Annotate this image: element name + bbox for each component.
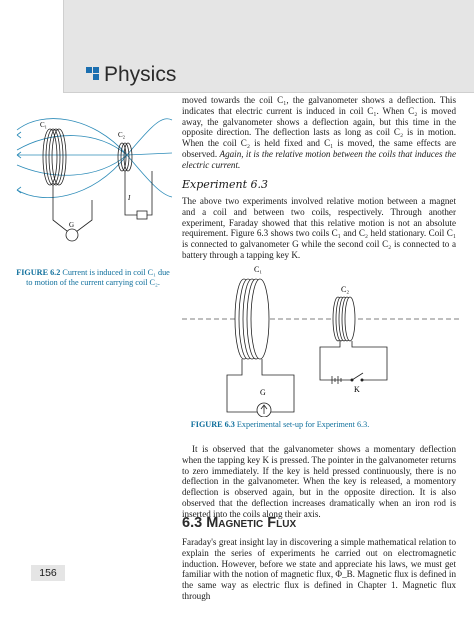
page-subject-title: Physics xyxy=(104,63,177,86)
fig62-label-c2: C₂ xyxy=(118,131,126,139)
figure-6-3-label: FIGURE 6.3 xyxy=(190,420,235,429)
figure-6-2-diagram xyxy=(12,105,174,265)
fig62-label-i: I xyxy=(128,194,131,202)
battery-icon xyxy=(137,211,147,219)
coil-c1 xyxy=(235,279,269,359)
figure-6-3-caption xyxy=(130,420,430,429)
figure-6-3-diagram xyxy=(182,262,462,417)
paragraph-1-text: moved towards the coil C₁, the galvanometer shows a deflection. This indicates that electric current is induced in coil C₁. When C₂ is moved away, the galvanometer shows a deflection again, but this time in the opposite direction. The deflection lasts as long as coil C₂ is in motion. When the coil C₂ is held fixed and C₁ is moved, the same effects are observed. xyxy=(182,95,456,159)
paragraph-3: It is observed that the galvanometer shows a momentary deflection when the tapping key K is pressed. The pointer in the galvanometer returns to zero immediately. If the key is held pressed continuously, there is no deflection in the galvanometer. When the key is released, a momentory deflection is observed again, but in the opposite direction. It is also observed that the deflection increases dramatically when an iron rod is inserted into the coils along their axis. xyxy=(182,444,456,519)
tapping-key-icon xyxy=(351,373,364,382)
figure-6-2-caption xyxy=(12,268,174,287)
section-title: Magnetic Flux xyxy=(206,515,297,531)
figure-6-2-label: FIGURE 6.2 xyxy=(16,268,61,277)
section-heading xyxy=(182,515,296,531)
fig63-label-k: K xyxy=(354,385,360,394)
paragraph-1 xyxy=(182,95,456,171)
book-logo-icon xyxy=(85,66,101,82)
galvanometer-icon xyxy=(66,229,78,241)
fig63-label-c1: C₁ xyxy=(254,265,263,274)
field-lines xyxy=(17,119,172,198)
fig63-label-g: G xyxy=(260,388,266,397)
figure-6-3-caption-text: Experimental set-up for Experiment 6.3. xyxy=(236,420,370,429)
paragraph-2: The above two experiments involved relative motion between a magnet and a coil and between two coils, respectively. Through another experiment, Faraday showed that this relative motion is not an absolute requirement. Figure 6.3 shows two coils C₁ and C₂ held stationary. Coil C₁ is connected to galvanometer G while the second coil C₂ is connected to a battery through a tapping key K. xyxy=(182,196,456,260)
experiment-title: Experiment 6.3 xyxy=(182,178,268,191)
fig62-label-c1: C₁ xyxy=(40,121,48,129)
page-number: 156 xyxy=(31,565,65,581)
figure-6-2-caption-text: Current is induced in coil C₁ due to motion of the current carrying coil C₂. xyxy=(26,268,170,287)
coil-c1 xyxy=(43,129,66,185)
fig63-label-c2: C₂ xyxy=(341,285,350,294)
coil-c2 xyxy=(333,297,355,341)
section-number: 6.3 xyxy=(182,515,203,531)
paragraph-1-emphasis: Again, it is the relative motion between the coils that induces the electric current. xyxy=(182,148,456,170)
paragraph-4: Faraday's great insight lay in discovering a simple mathematical relation to explain the series of experiments he carried out on electromagnetic induction. However, before we state and appreciate his laws, we must get familiar with the notion of magnetic flux, Φ_B. Magnetic flux is defined in the same way as electric flux is defined in Chapter 1. Magnetic flux through xyxy=(182,537,456,601)
fig62-label-g: G xyxy=(69,221,75,229)
